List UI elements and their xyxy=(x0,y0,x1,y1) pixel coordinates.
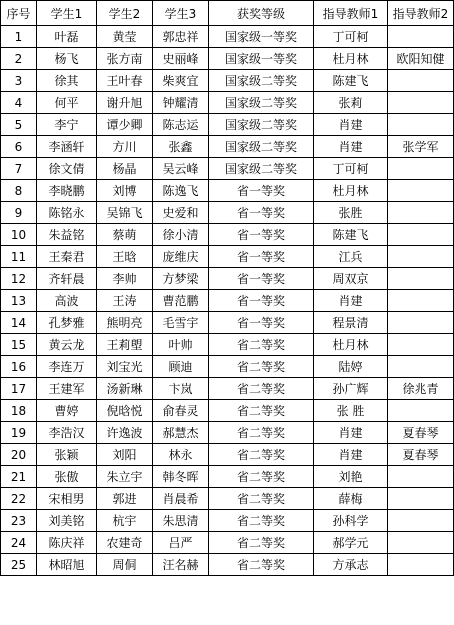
table-row xyxy=(1,224,454,246)
cell-index: 2 xyxy=(1,48,37,70)
cell-student-2: 杨晶 xyxy=(97,158,153,180)
cell-student-1: 张傲 xyxy=(37,466,97,488)
cell-student-3: 陈志运 xyxy=(153,114,209,136)
cell-student-3: 张鑫 xyxy=(153,136,209,158)
cell-advisor-1: 张莉 xyxy=(314,92,388,114)
cell-student-3: 陈逸飞 xyxy=(153,180,209,202)
cell-index: 24 xyxy=(1,532,37,554)
cell-award-level: 省一等奖 xyxy=(209,290,314,312)
cell-advisor-1: 刘艳 xyxy=(314,466,388,488)
cell-award-level: 国家级二等奖 xyxy=(209,114,314,136)
cell-advisor-2: 徐兆青 xyxy=(388,378,454,400)
table-row xyxy=(1,136,454,158)
cell-advisor-1: 郝学元 xyxy=(314,532,388,554)
cell-advisor-1: 陈建飞 xyxy=(314,70,388,92)
header-award-level: 获奖等级 xyxy=(209,1,314,26)
header-index: 序号 xyxy=(1,1,37,26)
cell-student-2: 倪晗悦 xyxy=(97,400,153,422)
cell-index: 12 xyxy=(1,268,37,290)
cell-award-level: 国家级一等奖 xyxy=(209,48,314,70)
table-row xyxy=(1,26,454,48)
cell-advisor-2 xyxy=(388,224,454,246)
cell-advisor-2 xyxy=(388,70,454,92)
cell-advisor-1: 肖建 xyxy=(314,444,388,466)
cell-award-level: 省二等奖 xyxy=(209,554,314,576)
cell-advisor-2: 夏春琴 xyxy=(388,444,454,466)
cell-student-1: 陈铭永 xyxy=(37,202,97,224)
cell-student-3: 郝慧杰 xyxy=(153,422,209,444)
cell-student-1: 王秦君 xyxy=(37,246,97,268)
cell-award-level: 省二等奖 xyxy=(209,400,314,422)
cell-student-2: 吴锦飞 xyxy=(97,202,153,224)
cell-student-2: 谭少卿 xyxy=(97,114,153,136)
cell-advisor-1: 肖建 xyxy=(314,114,388,136)
cell-student-3: 吴云峰 xyxy=(153,158,209,180)
cell-student-2: 周侗 xyxy=(97,554,153,576)
cell-student-2: 张方南 xyxy=(97,48,153,70)
cell-student-2: 蔡萌 xyxy=(97,224,153,246)
cell-index: 25 xyxy=(1,554,37,576)
cell-student-2: 杭宇 xyxy=(97,510,153,532)
cell-student-1: 王建军 xyxy=(37,378,97,400)
cell-index: 14 xyxy=(1,312,37,334)
cell-student-1: 高波 xyxy=(37,290,97,312)
table-row xyxy=(1,422,454,444)
cell-award-level: 省二等奖 xyxy=(209,532,314,554)
cell-advisor-2 xyxy=(388,268,454,290)
table-row xyxy=(1,554,454,576)
cell-advisor-2 xyxy=(388,180,454,202)
cell-award-level: 省二等奖 xyxy=(209,466,314,488)
cell-student-1: 曹婷 xyxy=(37,400,97,422)
cell-student-1: 陈庆祥 xyxy=(37,532,97,554)
cell-student-2: 朱立宇 xyxy=(97,466,153,488)
cell-student-1: 李宁 xyxy=(37,114,97,136)
cell-advisor-2 xyxy=(388,356,454,378)
cell-advisor-1: 陈建飞 xyxy=(314,224,388,246)
cell-student-3: 韩冬晖 xyxy=(153,466,209,488)
cell-advisor-2 xyxy=(388,26,454,48)
cell-student-3: 史爱和 xyxy=(153,202,209,224)
cell-student-1: 叶磊 xyxy=(37,26,97,48)
cell-student-3: 钟耀清 xyxy=(153,92,209,114)
cell-student-3: 卞岚 xyxy=(153,378,209,400)
cell-index: 17 xyxy=(1,378,37,400)
cell-student-1: 李晓鹏 xyxy=(37,180,97,202)
cell-award-level: 省一等奖 xyxy=(209,180,314,202)
cell-student-3: 方梦梁 xyxy=(153,268,209,290)
cell-student-3: 柴爽宜 xyxy=(153,70,209,92)
cell-student-2: 农建奇 xyxy=(97,532,153,554)
table-header xyxy=(1,1,454,26)
cell-advisor-1: 孙广辉 xyxy=(314,378,388,400)
cell-student-3: 汪名赫 xyxy=(153,554,209,576)
table-row xyxy=(1,92,454,114)
cell-index: 6 xyxy=(1,136,37,158)
table-row xyxy=(1,378,454,400)
cell-student-2: 熊明亮 xyxy=(97,312,153,334)
cell-advisor-1: 丁可柯 xyxy=(314,158,388,180)
cell-award-level: 省二等奖 xyxy=(209,444,314,466)
cell-award-level: 省二等奖 xyxy=(209,422,314,444)
cell-index: 7 xyxy=(1,158,37,180)
cell-student-1: 何平 xyxy=(37,92,97,114)
table-row xyxy=(1,444,454,466)
cell-index: 19 xyxy=(1,422,37,444)
cell-advisor-2 xyxy=(388,400,454,422)
cell-student-3: 曹范鹏 xyxy=(153,290,209,312)
cell-student-3: 毛雪宇 xyxy=(153,312,209,334)
table-row xyxy=(1,180,454,202)
header-advisor-2: 指导教师2 xyxy=(388,1,454,26)
cell-advisor-2 xyxy=(388,158,454,180)
cell-student-2: 王莉塱 xyxy=(97,334,153,356)
cell-index: 3 xyxy=(1,70,37,92)
cell-award-level: 省一等奖 xyxy=(209,246,314,268)
cell-award-level: 国家级一等奖 xyxy=(209,26,314,48)
cell-index: 8 xyxy=(1,180,37,202)
cell-award-level: 省二等奖 xyxy=(209,378,314,400)
cell-advisor-1: 江兵 xyxy=(314,246,388,268)
cell-student-1: 孔梦雅 xyxy=(37,312,97,334)
cell-advisor-2 xyxy=(388,554,454,576)
table-row xyxy=(1,290,454,312)
cell-advisor-1: 杜月林 xyxy=(314,334,388,356)
cell-award-level: 省一等奖 xyxy=(209,224,314,246)
cell-student-2: 郭进 xyxy=(97,488,153,510)
cell-advisor-2 xyxy=(388,532,454,554)
header-row xyxy=(1,1,454,26)
cell-award-level: 省一等奖 xyxy=(209,202,314,224)
cell-student-3: 庞维庆 xyxy=(153,246,209,268)
cell-award-level: 省二等奖 xyxy=(209,510,314,532)
cell-student-3: 吕严 xyxy=(153,532,209,554)
cell-student-1: 张颖 xyxy=(37,444,97,466)
cell-advisor-2 xyxy=(388,202,454,224)
table-row xyxy=(1,246,454,268)
cell-advisor-2 xyxy=(388,466,454,488)
cell-student-3: 郭忠祥 xyxy=(153,26,209,48)
cell-advisor-1: 方承志 xyxy=(314,554,388,576)
cell-advisor-1: 陆婷 xyxy=(314,356,388,378)
cell-student-1: 徐其 xyxy=(37,70,97,92)
table-row xyxy=(1,70,454,92)
cell-advisor-2 xyxy=(388,488,454,510)
cell-index: 20 xyxy=(1,444,37,466)
cell-award-level: 省二等奖 xyxy=(209,334,314,356)
table-row xyxy=(1,356,454,378)
cell-advisor-2 xyxy=(388,92,454,114)
cell-award-level: 省一等奖 xyxy=(209,312,314,334)
cell-student-3: 肖晨希 xyxy=(153,488,209,510)
cell-advisor-1: 丁可柯 xyxy=(314,26,388,48)
cell-student-1: 徐文倩 xyxy=(37,158,97,180)
cell-advisor-1: 肖建 xyxy=(314,422,388,444)
cell-student-3: 叶帅 xyxy=(153,334,209,356)
cell-index: 23 xyxy=(1,510,37,532)
table-row xyxy=(1,48,454,70)
cell-advisor-1: 孙科学 xyxy=(314,510,388,532)
cell-advisor-1: 张胜 xyxy=(314,202,388,224)
cell-student-2: 黄莹 xyxy=(97,26,153,48)
cell-student-2: 王涛 xyxy=(97,290,153,312)
table-row xyxy=(1,400,454,422)
cell-index: 22 xyxy=(1,488,37,510)
cell-advisor-2 xyxy=(388,510,454,532)
cell-index: 4 xyxy=(1,92,37,114)
cell-student-1: 李浩汉 xyxy=(37,422,97,444)
table-row xyxy=(1,114,454,136)
table-row xyxy=(1,202,454,224)
header-student-1: 学生1 xyxy=(37,1,97,26)
cell-student-3: 俞春灵 xyxy=(153,400,209,422)
cell-index: 5 xyxy=(1,114,37,136)
cell-student-3: 顾迪 xyxy=(153,356,209,378)
cell-student-1: 齐轩晨 xyxy=(37,268,97,290)
table-row xyxy=(1,532,454,554)
cell-index: 15 xyxy=(1,334,37,356)
cell-student-2: 刘博 xyxy=(97,180,153,202)
cell-student-2: 王叶春 xyxy=(97,70,153,92)
cell-student-2: 谢升旭 xyxy=(97,92,153,114)
cell-award-level: 国家级二等奖 xyxy=(209,158,314,180)
cell-index: 10 xyxy=(1,224,37,246)
table-row xyxy=(1,334,454,356)
cell-student-3: 朱思清 xyxy=(153,510,209,532)
cell-advisor-1: 肖建 xyxy=(314,136,388,158)
cell-advisor-1: 肖建 xyxy=(314,290,388,312)
cell-award-level: 省二等奖 xyxy=(209,356,314,378)
table-row xyxy=(1,510,454,532)
cell-award-level: 国家级二等奖 xyxy=(209,136,314,158)
cell-student-1: 李涵轩 xyxy=(37,136,97,158)
cell-advisor-1: 张 胜 xyxy=(314,400,388,422)
cell-student-2: 刘宝光 xyxy=(97,356,153,378)
cell-index: 1 xyxy=(1,26,37,48)
cell-advisor-2 xyxy=(388,334,454,356)
cell-advisor-2: 欧阳知健 xyxy=(388,48,454,70)
cell-index: 9 xyxy=(1,202,37,224)
cell-award-level: 国家级二等奖 xyxy=(209,70,314,92)
cell-index: 18 xyxy=(1,400,37,422)
cell-student-3: 徐小清 xyxy=(153,224,209,246)
cell-student-2: 刘阳 xyxy=(97,444,153,466)
cell-student-1: 林昭旭 xyxy=(37,554,97,576)
cell-advisor-1: 周双京 xyxy=(314,268,388,290)
header-student-2: 学生2 xyxy=(97,1,153,26)
cell-advisor-2 xyxy=(388,290,454,312)
cell-student-2: 王晗 xyxy=(97,246,153,268)
cell-index: 11 xyxy=(1,246,37,268)
cell-index: 13 xyxy=(1,290,37,312)
cell-advisor-1: 杜月林 xyxy=(314,180,388,202)
cell-award-level: 国家级二等奖 xyxy=(209,92,314,114)
table-row xyxy=(1,488,454,510)
cell-student-2: 汤新琳 xyxy=(97,378,153,400)
cell-student-1: 李连万 xyxy=(37,356,97,378)
cell-index: 16 xyxy=(1,356,37,378)
cell-student-1: 朱益铭 xyxy=(37,224,97,246)
table-body xyxy=(1,26,454,576)
cell-advisor-2 xyxy=(388,312,454,334)
cell-advisor-2: 张学军 xyxy=(388,136,454,158)
cell-student-2: 许逸波 xyxy=(97,422,153,444)
cell-advisor-1: 程景清 xyxy=(314,312,388,334)
table-row xyxy=(1,312,454,334)
cell-index: 21 xyxy=(1,466,37,488)
cell-student-3: 史丽峰 xyxy=(153,48,209,70)
cell-student-1: 杨飞 xyxy=(37,48,97,70)
cell-student-1: 刘美铭 xyxy=(37,510,97,532)
cell-student-2: 李帅 xyxy=(97,268,153,290)
cell-advisor-1: 杜月林 xyxy=(314,48,388,70)
header-student-3: 学生3 xyxy=(153,1,209,26)
header-advisor-1: 指导教师1 xyxy=(314,1,388,26)
cell-student-3: 林永 xyxy=(153,444,209,466)
cell-advisor-1: 薛梅 xyxy=(314,488,388,510)
table-row xyxy=(1,268,454,290)
cell-student-1: 宋相男 xyxy=(37,488,97,510)
cell-advisor-2 xyxy=(388,114,454,136)
cell-award-level: 省二等奖 xyxy=(209,488,314,510)
cell-award-level: 省一等奖 xyxy=(209,268,314,290)
cell-advisor-2: 夏春琴 xyxy=(388,422,454,444)
cell-student-2: 方川 xyxy=(97,136,153,158)
table-row xyxy=(1,466,454,488)
cell-student-1: 黄云龙 xyxy=(37,334,97,356)
cell-advisor-2 xyxy=(388,246,454,268)
table-row xyxy=(1,158,454,180)
